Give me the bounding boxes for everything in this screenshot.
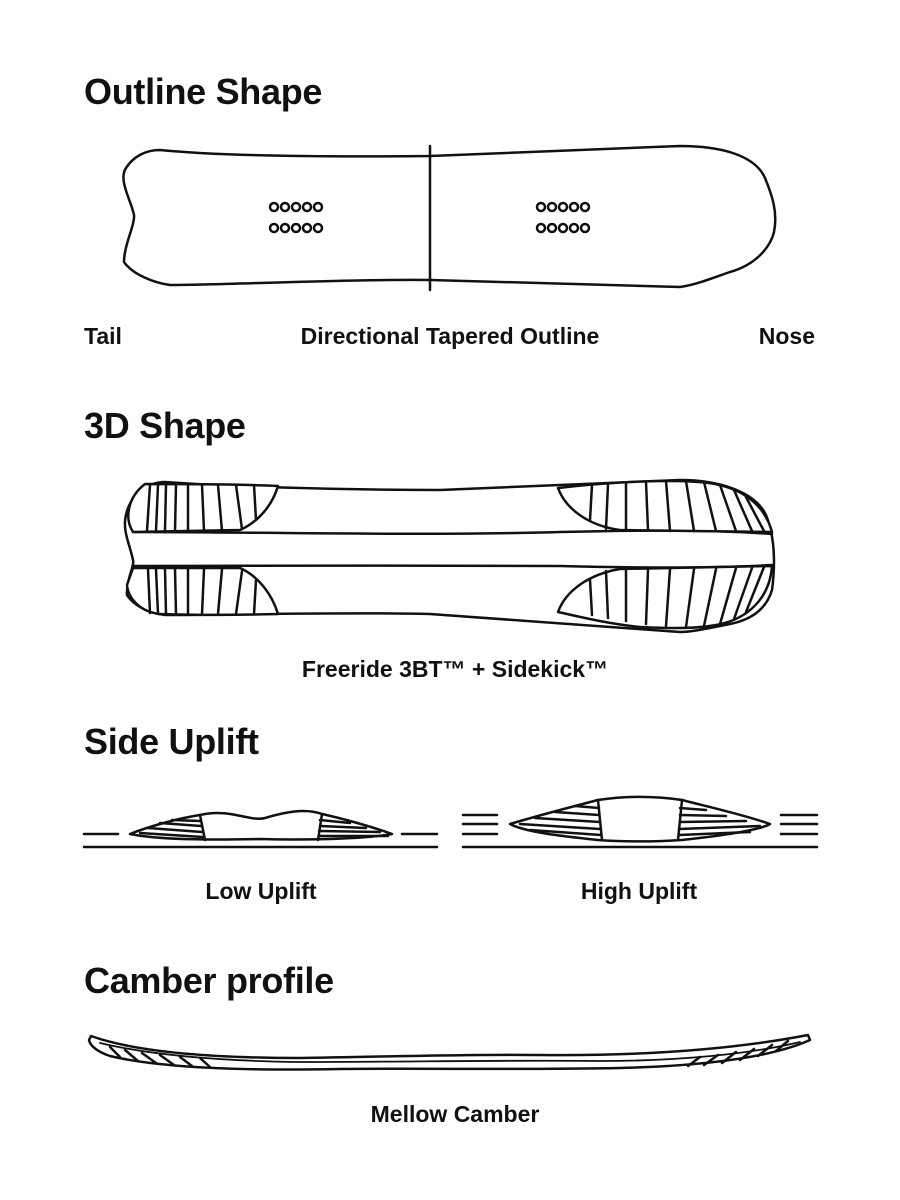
outline-caption: Directional Tapered Outline [300, 323, 600, 349]
low-uplift-label: Low Uplift [205, 878, 317, 904]
tail-label: Tail [84, 323, 122, 349]
camber-profile-core [100, 1042, 800, 1062]
camber-caption: Mellow Camber [370, 1101, 540, 1127]
side-uplift-title: Side Uplift [84, 721, 259, 762]
nose-label: Nose [758, 323, 815, 349]
3d-shape-title: 3D Shape [84, 405, 246, 446]
outline-shape-title: Outline Shape [84, 71, 323, 112]
camber-profile-title: Camber profile [84, 960, 334, 1001]
camber-profile-board [89, 1035, 810, 1070]
high-uplift-label: High Uplift [580, 878, 698, 904]
3d-shape-caption: Freeride 3BT™ + Sidekick™ [301, 656, 609, 682]
